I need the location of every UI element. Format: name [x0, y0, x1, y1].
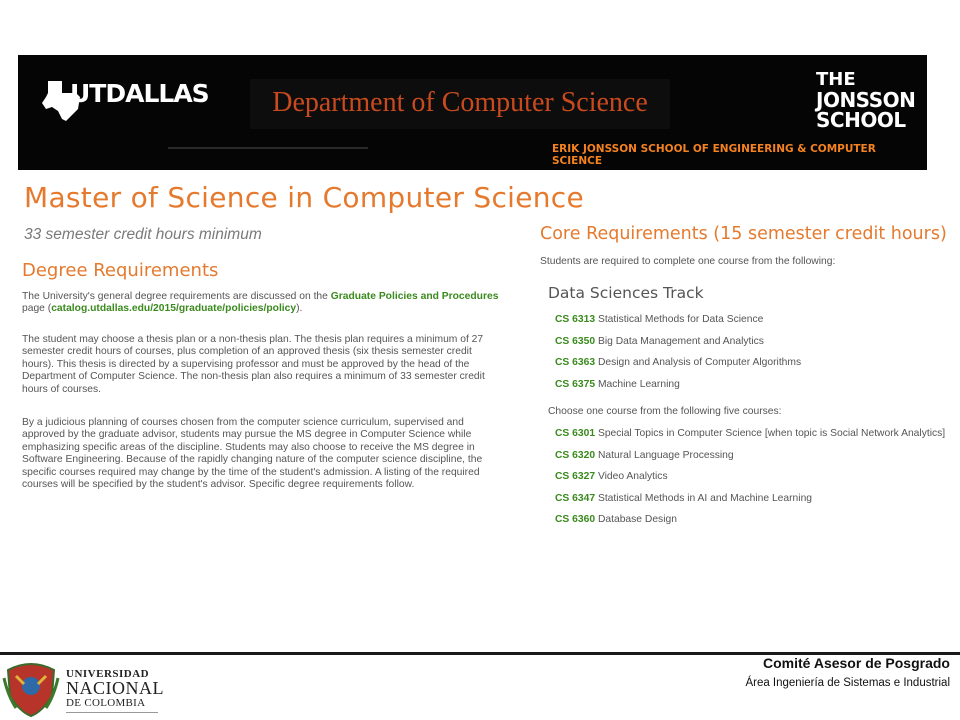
page-title: Master of Science in Computer Science [24, 181, 585, 214]
course-name: Database Design [597, 514, 677, 525]
data-sciences-track-title: Data Sciences Track [548, 284, 704, 302]
jonsson-school-logo [816, 70, 915, 130]
department-title-box [250, 79, 670, 129]
university-shield-icon [2, 656, 60, 718]
list-item [555, 470, 945, 492]
list-item [555, 427, 945, 449]
banner-divider [168, 147, 368, 149]
course-name: Special Topics in Computer Science [when topic is Social Network Analytics] [597, 428, 946, 439]
list-item [555, 356, 801, 378]
students-required-text: Students are required to complete one course from the following: [540, 256, 836, 267]
footer-caption [745, 655, 950, 689]
course-code-link[interactable]: CS 6360 [555, 514, 596, 525]
thesis-plan-paragraph: The student may choose a thesis plan or a non-thesis plan. The thesis plan requires a minimum of 27 semester credit hours of courses, plus completion of an approved thesis (six thesis semester credit hours). This thesis is directed by a supervising professor and must be approved by the head of the Department of Computer Science. The non-thesis plan also requires a minimum of 33 semester credit hours of courses. [22, 334, 485, 395]
header-banner [18, 55, 927, 170]
page-subtitle: 33 semester credit hours minimum [24, 226, 262, 243]
paragraph-text: ). [296, 303, 303, 315]
unal-logo-text [66, 668, 164, 709]
erik-jonsson-tagline: ERIK JONSSON SCHOOL OF ENGINEERING & COMPUTER SCIENCE [552, 143, 876, 167]
unal-line-1: UNIVERSIDAD [66, 668, 150, 680]
course-code-link[interactable]: CS 6363 [555, 357, 596, 368]
list-item [555, 449, 945, 471]
paragraph-text: page ( [22, 303, 52, 315]
course-code-link[interactable]: CS 6347 [555, 492, 596, 504]
course-planning-paragraph: By a judicious planning of courses chosen from the computer science curriculum, supervised and approved by the graduate advisor, students may pursue the MS degree in Computer Science while emphasizing specific areas of the discipline. Students may also choose to receive the MS degree in Software Engineering. Because of the rapidly changing nature of the computer science discipline, the specific courses required may change by the time of the student's admission. A listing of the required courses will be specified by the student's advisor. Specific degree requirements follow. [22, 417, 483, 491]
general-requirements-paragraph [22, 291, 502, 316]
choose-one-course-text: Choose one course from the following five courses: [548, 406, 782, 417]
paragraph-text: The University's general degree requirements are discussed on the [22, 291, 331, 302]
degree-requirements-heading: Degree Requirements [22, 260, 219, 281]
course-code-link[interactable]: CS 6301 [555, 428, 596, 439]
course-name: Video Analytics [597, 471, 668, 482]
list-item [555, 378, 801, 400]
unal-line-2: NACIONAL [66, 678, 164, 698]
course-name: Design and Analysis of Computer Algorithms [597, 357, 802, 368]
committee-name: Comité Asesor de Posgrado [763, 655, 950, 671]
catalog-url-link[interactable]: catalog.utdallas.edu/2015/graduate/policies/policy [51, 303, 297, 315]
course-code-link[interactable]: CS 6320 [555, 449, 596, 461]
list-item [555, 313, 801, 335]
course-code-link[interactable]: CS 6375 [555, 378, 596, 390]
course-code-link[interactable]: CS 6327 [555, 471, 596, 482]
course-name: Statistical Methods for Data Science [597, 314, 764, 325]
unal-line-3: DE COLOMBIA [66, 697, 146, 709]
list-item [555, 492, 945, 514]
list-item [555, 513, 945, 535]
course-code-link[interactable]: CS 6350 [555, 335, 596, 347]
unal-logo-underline [66, 712, 158, 713]
jonsson-the: THE [816, 69, 856, 90]
core-requirements-heading: Core Requirements (15 semester credit hours) [540, 224, 947, 244]
graduate-policies-link[interactable]: Graduate Policies and Procedures [330, 291, 499, 302]
elective-course-list [555, 427, 945, 535]
course-name: Natural Language Processing [597, 449, 734, 461]
jonsson-school: SCHOOL [816, 108, 906, 132]
course-name: Big Data Management and Analytics [597, 335, 764, 347]
department-title: Department of Computer Science [272, 87, 648, 118]
course-name: Statistical Methods in AI and Machine Learning [597, 492, 813, 504]
track-course-list [555, 313, 801, 399]
list-item [555, 335, 801, 357]
jonsson-name: JONSSON [816, 88, 916, 112]
course-code-link[interactable]: CS 6313 [555, 314, 596, 325]
area-name: Área Ingeniería de Sistemas e Industrial [745, 677, 950, 689]
utd-logo-text: UTDALLAS [70, 79, 209, 108]
course-name: Machine Learning [597, 378, 680, 390]
